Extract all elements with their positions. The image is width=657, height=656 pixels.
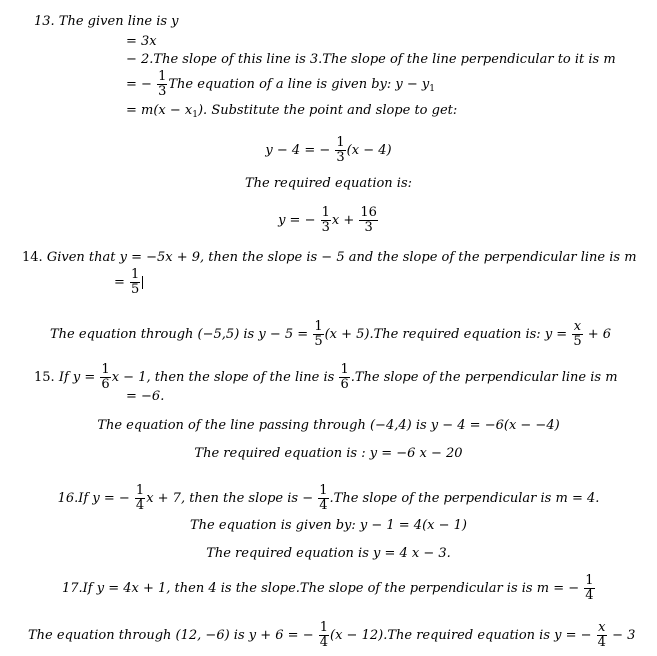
fraction: $\frac{1}{3}$ <box>336 135 345 165</box>
fraction: $\frac{1}{3}$ <box>158 69 167 99</box>
problem-16-line-1: 16.If y = − $\frac{1}{4}$ x + 7, then the slope is − $\frac{1}{4}$ .The slope of the perpendicular is m = 4. <box>57 483 600 513</box>
fraction: $\frac{x}{5}$ <box>573 319 582 349</box>
fraction: $\frac{1}{6}$ <box>101 362 110 392</box>
fraction: $\frac{16}{3}$ <box>360 205 377 235</box>
problem-14-line-3: The equation through (−5,5) is y − 5 = $\frac{1}{5}$ (x + 5).The required equation is: y = $\frac{x}{5}$ + 6 <box>50 319 612 349</box>
text-cursor <box>142 276 143 289</box>
fraction: $\frac{1}{4}$ <box>135 483 145 513</box>
problem-15-line-1: 15. If y = $\frac{1}{6}$ x − 1, then the slope of the line is $\frac{1}{6}$ .The slope of the perpendicular line is m <box>34 362 618 392</box>
problem-13-line-1: 13. The given line is y <box>34 14 179 29</box>
fraction: $\frac{1}{6}$ <box>340 362 349 392</box>
problem-17-line-1: 17.If y = 4x + 1, then 4 is the slope.The slope of the perpendicular is is m = − $\frac{1}{4}$ <box>62 573 594 603</box>
problem-15-line-2: = −6. <box>126 389 165 404</box>
problem-16-answer: The required equation is y = 4 x − 3. <box>206 546 451 561</box>
fraction: $\frac{1}{4}$ <box>319 483 328 513</box>
problem-16-line-2: The equation is given by: y − 1 = 4(x − 1) <box>190 518 467 533</box>
fraction: $\frac{1}{5}$ <box>131 267 140 297</box>
problem-13-line-4: = − $\frac{1}{3}$ The equation of a line is given by: $y - y_1$ <box>126 69 435 99</box>
fraction: $\frac{1}{5}$ <box>314 319 323 349</box>
problem-13-line-3: − 2.The slope of this line is 3.The slope of the line perpendicular to it is m <box>126 52 616 67</box>
fraction: $\frac{1}{4}$ <box>319 620 329 650</box>
fraction: $\frac{1}{4}$ <box>585 573 594 603</box>
fraction: $\frac{1}{3}$ <box>321 205 330 235</box>
problem-14-line-1: 14. Given that y = −5x + 9, then the slope is − 5 and the slope of the perpendicular line is m <box>22 250 637 265</box>
problem-13-line-5: = $m(x - x_1)$. Substitute the point and slope to get: <box>126 103 458 120</box>
problem-14-line-2: = $\frac{1}{5}$ <box>114 268 143 297</box>
problem-13-line-2: = 3x <box>126 34 157 49</box>
problem-13-answer: y = − $\frac{1}{3}$ x + $\frac{16}{3}$ <box>278 205 377 235</box>
problem-13-required-label: The required equation is: <box>244 176 413 191</box>
fraction: $\frac{x}{4}$ <box>597 620 606 650</box>
problem-15-line-3: The equation of the line passing through (−4,4) is y − 4 = −6(x − −4) <box>97 418 560 433</box>
problem-13-equation-1: y − 4 = − $\frac{1}{3}$ (x − 4) <box>265 135 392 165</box>
problem-15-answer: The required equation is : y = −6 x − 20 <box>194 446 463 461</box>
problem-17-line-2: The equation through (12, −6) is y + 6 = − $\frac{1}{4}$ (x − 12).The required equation is y = − $\frac{x}{4}$ − 3 <box>28 620 636 650</box>
